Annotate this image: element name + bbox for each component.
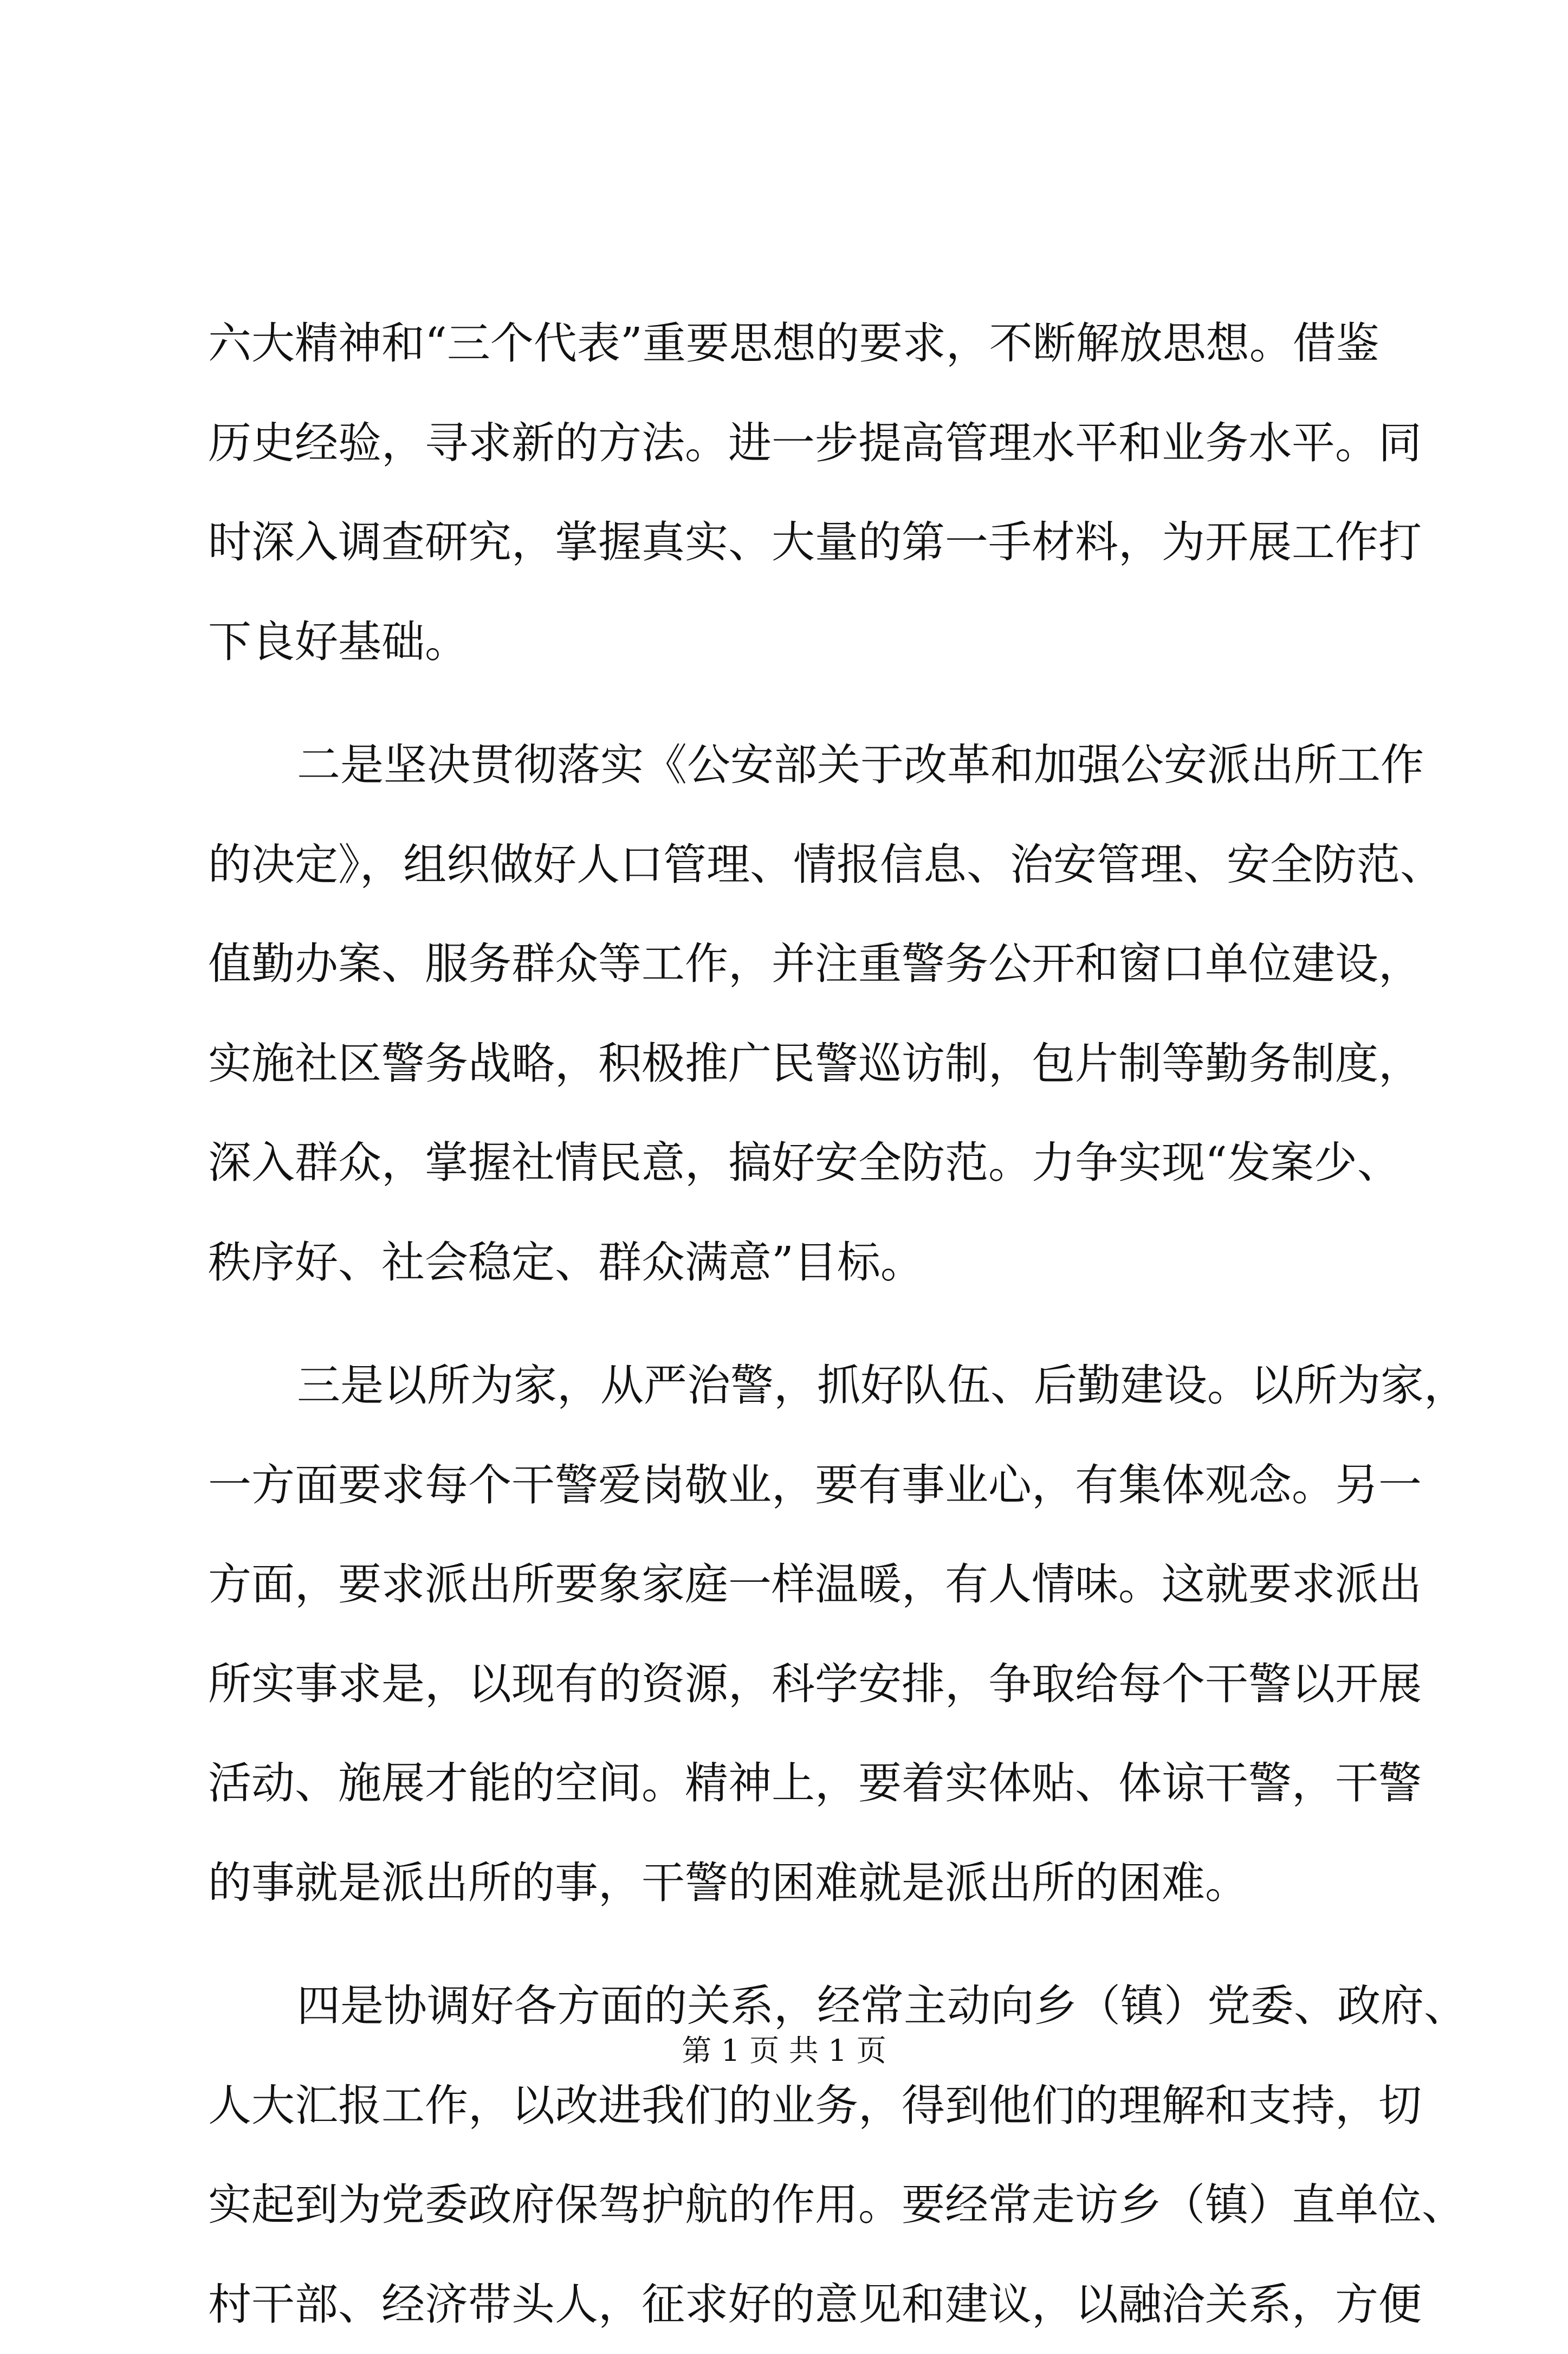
page-number-label: 第 1 页 共 1 页 [682, 2033, 886, 2068]
text-line: 实起到为党委政府保驾护航的作用。要经常走访乡（镇）直单位、 [208, 2155, 1384, 2255]
text-line: 二是坚决贯彻落实《公安部关于改革和加强公安派出所工作 [208, 715, 1384, 815]
text-line: 的事就是派出所的事，干警的困难就是派出所的困难。 [208, 1833, 1384, 1933]
text-line: 活动、施展才能的空间。精神上，要着实体贴、体谅干警，干警 [208, 1734, 1384, 1833]
page-footer [0, 2027, 1568, 2070]
text-line: 村干部、经济带头人，征求好的意见和建议，以融洽关系，方便 [208, 2255, 1384, 2354]
text-line: 秩序好、社会稳定、群众满意”目标。 [208, 1213, 1384, 1312]
text-line: 时深入调查研究，掌握真实、大量的第一手材料，为开展工作打 [208, 493, 1384, 592]
text-line: 人大汇报工作，以改进我们的业务，得到他们的理解和支持，切 [208, 2056, 1384, 2156]
text-line: 四是协调好各方面的关系，经常主动向乡（镇）党委、政府、 [208, 1956, 1384, 2056]
text-line: 下良好基础。 [208, 592, 1384, 692]
text-line: 方面，要求派出所要象家庭一样温暖，有人情味。这就要求派出 [208, 1535, 1384, 1634]
text-line: 所实事求是，以现有的资源，科学安排，争取给每个干警以开展 [208, 1634, 1384, 1734]
text-line: 值勤办案、服务群众等工作，并注重警务公开和窗口单位建设， [208, 914, 1384, 1014]
text-line: 三是以所为家，从严治警，抓好队伍、后勤建设。以所为家， [208, 1336, 1384, 1435]
text-line: 的决定》，组织做好人口管理、情报信息、治安管理、安全防范、 [208, 815, 1384, 915]
text-line: 实施社区警务战略，积极推广民警巡访制，包片制等勤务制度， [208, 1014, 1384, 1114]
paragraph [208, 294, 1384, 691]
text-line: 六大精神和“三个代表”重要思想的要求，不断解放思想。借鉴 [208, 294, 1384, 393]
text-line: 一方面要求每个干警爱岗敬业，要有事业心，有集体观念。另一 [208, 1435, 1384, 1535]
text-line: 深入群众，掌握社情民意，搞好安全防范。力争实现“发案少、 [208, 1113, 1384, 1213]
paragraph [208, 715, 1384, 1312]
paragraph [208, 1956, 1384, 2354]
text-line: 历史经验，寻求新的方法。进一步提高管理水平和业务水平。同 [208, 393, 1384, 493]
paragraph [208, 1336, 1384, 1932]
